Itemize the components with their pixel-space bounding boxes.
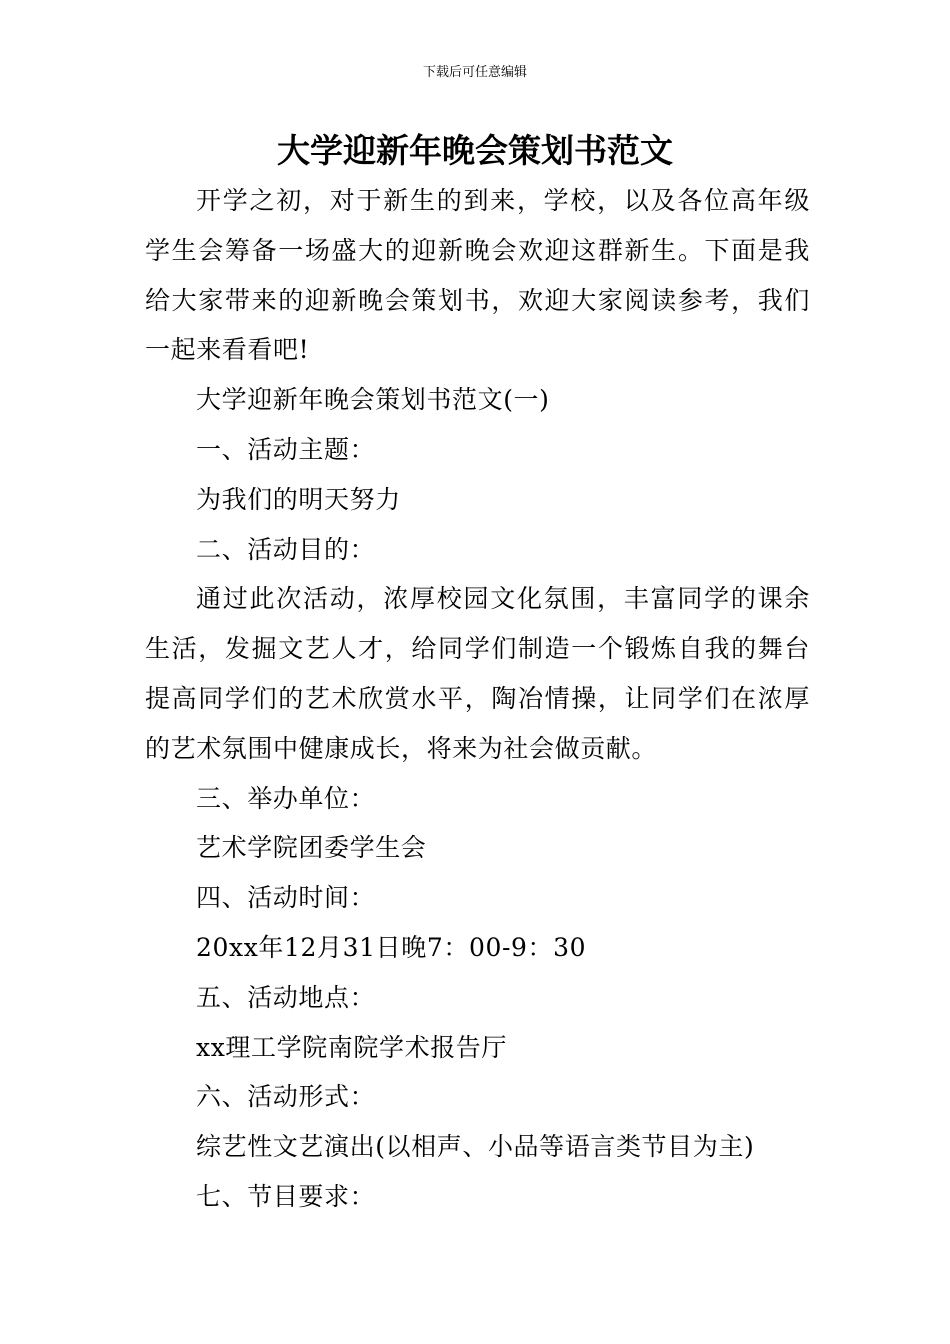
item-text-theme: 为我们的明天努力 bbox=[196, 484, 401, 514]
document-title: 大学迎新年晚会策划书范文 bbox=[277, 131, 673, 170]
item-heading-location: 五、活动地点： bbox=[196, 982, 376, 1012]
item-heading-format: 六、活动形式： bbox=[196, 1082, 376, 1112]
item-heading-time: 四、活动时间： bbox=[196, 883, 376, 913]
item-heading-organizer: 三、举办单位： bbox=[196, 783, 376, 813]
document-body bbox=[145, 176, 810, 1222]
item-heading-theme: 一、活动主题： bbox=[196, 434, 376, 464]
item-text-purpose: 通过此次活动，浓厚校园文化氛围，丰富同学的课余生活，发掘文艺人才，给同学们制造一个锻炼自我的舞台提高同学们的艺术欣赏水平，陶冶情操，让同学们在浓厚的艺术氛围中健康成长，将来为社会做贡献。 bbox=[145, 584, 810, 763]
header-note: 下载后可任意编辑 bbox=[422, 65, 527, 80]
item-text-time: 20xx年12月31日晚7：00-9：30 bbox=[196, 932, 587, 962]
item-heading-purpose: 二、活动目的： bbox=[196, 534, 376, 564]
item-text-format: 综艺性文艺演出(以相声、小品等语言类节目为主) bbox=[196, 1132, 755, 1162]
section-heading: 大学迎新年晚会策划书范文(一) bbox=[196, 385, 550, 415]
intro-paragraph: 开学之初，对于新生的到来，学校，以及各位高年级学生会筹备一场盛大的迎新晚会欢迎这群新生。下面是我给大家带来的迎新晚会策划书，欢迎大家阅读参考，我们一起来看看吧! bbox=[145, 186, 810, 365]
item-text-location: xx理工学院南院学术报告厅 bbox=[196, 1032, 507, 1062]
item-heading-requirements: 七、节目要求： bbox=[196, 1181, 376, 1211]
item-text-organizer: 艺术学院团委学生会 bbox=[196, 833, 427, 863]
